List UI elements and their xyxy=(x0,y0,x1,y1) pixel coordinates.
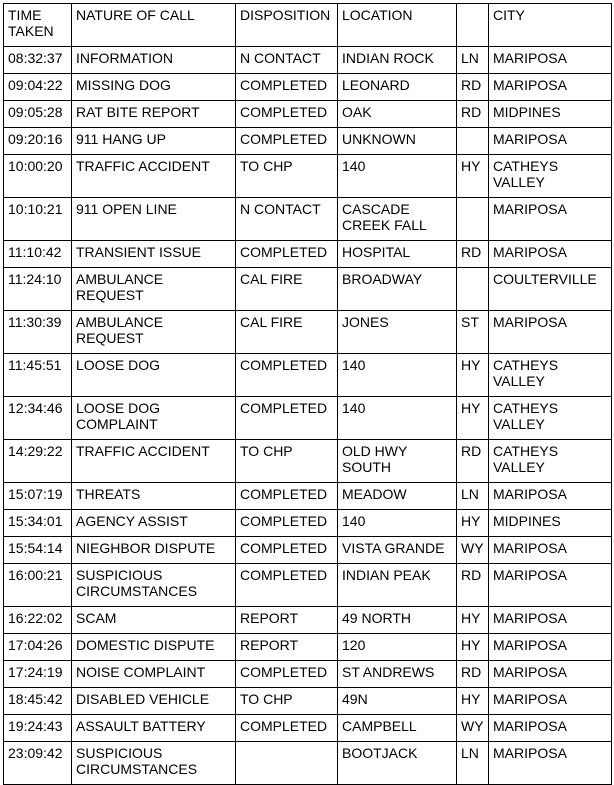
time-cell: 15:34:01 xyxy=(4,510,72,537)
city-cell: COULTERVILLE xyxy=(489,268,612,311)
table-row xyxy=(4,354,612,397)
city-cell: MARIPOSA xyxy=(489,537,612,564)
nature-cell: INFORMATION xyxy=(72,47,236,74)
location-cell: 49 NORTH xyxy=(338,607,457,634)
table-row xyxy=(4,715,612,742)
table-row xyxy=(4,128,612,155)
table-row xyxy=(4,397,612,440)
city-cell: MIDPINES xyxy=(489,510,612,537)
suffix-cell: HY xyxy=(457,688,489,715)
nature-cell: AGENCY ASSIST xyxy=(72,510,236,537)
suffix-cell: RD xyxy=(457,74,489,101)
nature-cell: RAT BITE REPORT xyxy=(72,101,236,128)
time-cell: 12:34:46 xyxy=(4,397,72,440)
suffix-cell: LN xyxy=(457,47,489,74)
time-cell: 11:24:10 xyxy=(4,268,72,311)
location-cell: CAMPBELL xyxy=(338,715,457,742)
disposition-cell: COMPLETED xyxy=(236,483,338,510)
table-row xyxy=(4,74,612,101)
city-cell: MARIPOSA xyxy=(489,74,612,101)
table-row xyxy=(4,47,612,74)
table-row xyxy=(4,510,612,537)
disposition-cell xyxy=(236,742,338,785)
disposition-cell: REPORT xyxy=(236,634,338,661)
nature-cell: SCAM xyxy=(72,607,236,634)
suffix-cell: HY xyxy=(457,155,489,198)
nature-cell: NOISE COMPLAINT xyxy=(72,661,236,688)
table-row xyxy=(4,661,612,688)
nature-cell: NIEGHBOR DISPUTE xyxy=(72,537,236,564)
disposition-cell: COMPLETED xyxy=(236,537,338,564)
nature-cell: 911 HANG UP xyxy=(72,128,236,155)
suffix-cell: LN xyxy=(457,483,489,510)
city-cell: CATHEYS VALLEY xyxy=(489,397,612,440)
nature-cell: LOOSE DOG COMPLAINT xyxy=(72,397,236,440)
nature-cell: AMBULANCE REQUEST xyxy=(72,311,236,354)
location-cell: OLD HWY SOUTH xyxy=(338,440,457,483)
city-cell: MARIPOSA xyxy=(489,483,612,510)
location-cell: MEADOW xyxy=(338,483,457,510)
city-cell: MARIPOSA xyxy=(489,241,612,268)
suffix-cell: RD xyxy=(457,241,489,268)
disposition-cell: COMPLETED xyxy=(236,101,338,128)
location-cell: CASCADE CREEK FALL xyxy=(338,198,457,241)
city-cell: CATHEYS VALLEY xyxy=(489,354,612,397)
disposition-cell: COMPLETED xyxy=(236,715,338,742)
nature-cell: LOOSE DOG xyxy=(72,354,236,397)
nature-cell: SUSPICIOUS CIRCUMSTANCES xyxy=(72,742,236,785)
time-cell: 10:00:20 xyxy=(4,155,72,198)
suffix-cell: HY xyxy=(457,607,489,634)
city-cell: MARIPOSA xyxy=(489,715,612,742)
suffix-cell: WY xyxy=(457,715,489,742)
disposition-cell: COMPLETED xyxy=(236,397,338,440)
suffix-cell: RD xyxy=(457,661,489,688)
call-log-body xyxy=(4,47,612,785)
nature-cell: ASSAULT BATTERY xyxy=(72,715,236,742)
header-nature-of-call: NATURE OF CALL xyxy=(72,4,236,47)
call-log-table xyxy=(3,3,612,785)
time-cell: 16:00:21 xyxy=(4,564,72,607)
time-cell: 08:32:37 xyxy=(4,47,72,74)
nature-cell: TRAFFIC ACCIDENT xyxy=(72,155,236,198)
time-cell: 17:24:19 xyxy=(4,661,72,688)
location-cell: INDIAN ROCK xyxy=(338,47,457,74)
location-cell: INDIAN PEAK xyxy=(338,564,457,607)
city-cell: MARIPOSA xyxy=(489,634,612,661)
location-cell: BROADWAY xyxy=(338,268,457,311)
location-cell: 140 xyxy=(338,354,457,397)
location-cell: HOSPITAL xyxy=(338,241,457,268)
nature-cell: DISABLED VEHICLE xyxy=(72,688,236,715)
header-city: CITY xyxy=(489,4,612,47)
city-cell: MARIPOSA xyxy=(489,47,612,74)
time-cell: 15:07:19 xyxy=(4,483,72,510)
suffix-cell: HY xyxy=(457,634,489,661)
table-row xyxy=(4,198,612,241)
nature-cell: DOMESTIC DISPUTE xyxy=(72,634,236,661)
disposition-cell: N CONTACT xyxy=(236,47,338,74)
city-cell: MARIPOSA xyxy=(489,311,612,354)
suffix-cell: RD xyxy=(457,101,489,128)
city-cell: CATHEYS VALLEY xyxy=(489,440,612,483)
header-time-taken: TIME TAKEN xyxy=(4,4,72,47)
table-row xyxy=(4,155,612,198)
disposition-cell: COMPLETED xyxy=(236,661,338,688)
city-cell: MARIPOSA xyxy=(489,742,612,785)
suffix-cell xyxy=(457,268,489,311)
disposition-cell: COMPLETED xyxy=(236,510,338,537)
location-cell: BOOTJACK xyxy=(338,742,457,785)
location-cell: ST ANDREWS xyxy=(338,661,457,688)
time-cell: 15:54:14 xyxy=(4,537,72,564)
nature-cell: TRANSIENT ISSUE xyxy=(72,241,236,268)
disposition-cell: TO CHP xyxy=(236,440,338,483)
header-disposition: DISPOSITION xyxy=(236,4,338,47)
time-cell: 09:05:28 xyxy=(4,101,72,128)
city-cell: MIDPINES xyxy=(489,101,612,128)
city-cell: MARIPOSA xyxy=(489,607,612,634)
time-cell: 14:29:22 xyxy=(4,440,72,483)
disposition-cell: COMPLETED xyxy=(236,74,338,101)
suffix-cell: WY xyxy=(457,537,489,564)
table-row xyxy=(4,634,612,661)
city-cell: CATHEYS VALLEY xyxy=(489,155,612,198)
time-cell: 17:04:26 xyxy=(4,634,72,661)
time-cell: 11:30:39 xyxy=(4,311,72,354)
table-row xyxy=(4,483,612,510)
location-cell: LEONARD xyxy=(338,74,457,101)
location-cell: UNKNOWN xyxy=(338,128,457,155)
table-row xyxy=(4,564,612,607)
location-cell: JONES xyxy=(338,311,457,354)
nature-cell: AMBULANCE REQUEST xyxy=(72,268,236,311)
disposition-cell: CAL FIRE xyxy=(236,311,338,354)
table-row xyxy=(4,311,612,354)
city-cell: MARIPOSA xyxy=(489,688,612,715)
disposition-cell: COMPLETED xyxy=(236,354,338,397)
location-cell: 120 xyxy=(338,634,457,661)
table-row xyxy=(4,742,612,785)
city-cell: MARIPOSA xyxy=(489,128,612,155)
header-location: LOCATION xyxy=(338,4,457,47)
time-cell: 23:09:42 xyxy=(4,742,72,785)
suffix-cell: HY xyxy=(457,510,489,537)
header-road-suffix xyxy=(457,4,489,47)
time-cell: 19:24:43 xyxy=(4,715,72,742)
nature-cell: THREATS xyxy=(72,483,236,510)
table-row xyxy=(4,241,612,268)
table-row xyxy=(4,607,612,634)
time-cell: 11:10:42 xyxy=(4,241,72,268)
time-cell: 10:10:21 xyxy=(4,198,72,241)
disposition-cell: COMPLETED xyxy=(236,564,338,607)
suffix-cell: ST xyxy=(457,311,489,354)
city-cell: MARIPOSA xyxy=(489,661,612,688)
location-cell: VISTA GRANDE xyxy=(338,537,457,564)
location-cell: 140 xyxy=(338,397,457,440)
nature-cell: SUSPICIOUS CIRCUMSTANCES xyxy=(72,564,236,607)
disposition-cell: CAL FIRE xyxy=(236,268,338,311)
disposition-cell: TO CHP xyxy=(236,688,338,715)
time-cell: 16:22:02 xyxy=(4,607,72,634)
disposition-cell: COMPLETED xyxy=(236,241,338,268)
table-row xyxy=(4,268,612,311)
suffix-cell: LN xyxy=(457,742,489,785)
table-row xyxy=(4,688,612,715)
suffix-cell: RD xyxy=(457,440,489,483)
nature-cell: MISSING DOG xyxy=(72,74,236,101)
city-cell: MARIPOSA xyxy=(489,564,612,607)
time-cell: 09:20:16 xyxy=(4,128,72,155)
location-cell: 49N xyxy=(338,688,457,715)
header-row xyxy=(4,4,612,47)
disposition-cell: COMPLETED xyxy=(236,128,338,155)
location-cell: 140 xyxy=(338,155,457,198)
time-cell: 18:45:42 xyxy=(4,688,72,715)
suffix-cell: HY xyxy=(457,354,489,397)
table-row xyxy=(4,537,612,564)
location-cell: OAK xyxy=(338,101,457,128)
disposition-cell: N CONTACT xyxy=(236,198,338,241)
disposition-cell: TO CHP xyxy=(236,155,338,198)
suffix-cell xyxy=(457,198,489,241)
location-cell: 140 xyxy=(338,510,457,537)
time-cell: 11:45:51 xyxy=(4,354,72,397)
disposition-cell: REPORT xyxy=(236,607,338,634)
city-cell: MARIPOSA xyxy=(489,198,612,241)
time-cell: 09:04:22 xyxy=(4,74,72,101)
table-row xyxy=(4,440,612,483)
suffix-cell xyxy=(457,128,489,155)
nature-cell: TRAFFIC ACCIDENT xyxy=(72,440,236,483)
suffix-cell: RD xyxy=(457,564,489,607)
nature-cell: 911 OPEN LINE xyxy=(72,198,236,241)
table-row xyxy=(4,101,612,128)
suffix-cell: HY xyxy=(457,397,489,440)
